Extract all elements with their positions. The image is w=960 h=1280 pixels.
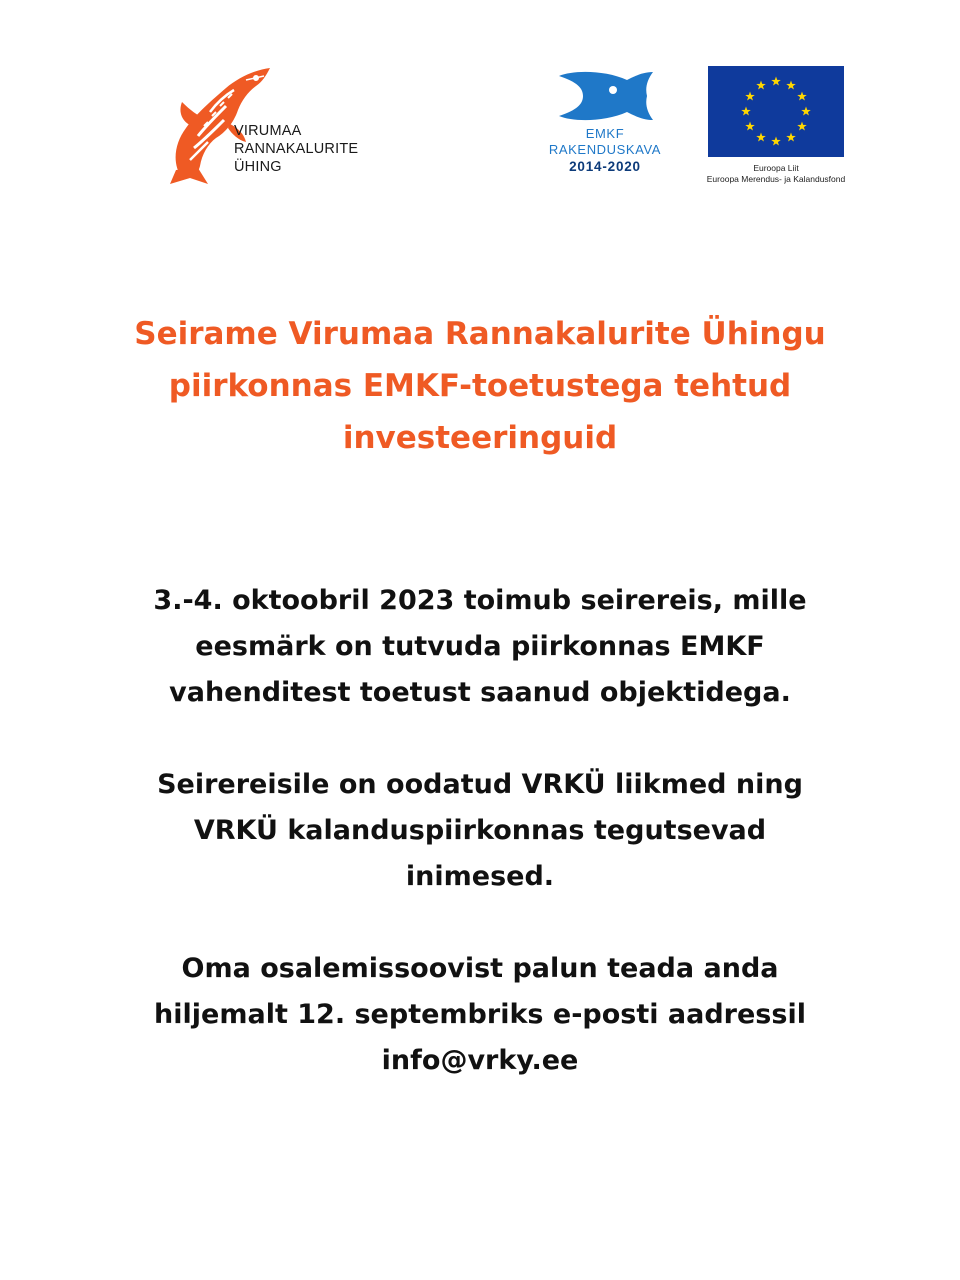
eu-fund-label: Euroopa Merendus- ja Kalandusfond — [706, 174, 846, 184]
headline-line: piirkonnas EMKF-toetustega tehtud — [168, 368, 792, 404]
emkf-subtitle: RAKENDUSKAVA — [548, 142, 662, 157]
paragraph-line: hiljemalt 12. septembriks e-posti aadressil — [154, 999, 806, 1030]
vrky-logo-text — [234, 122, 358, 176]
emkf-fish-icon — [553, 70, 657, 122]
paragraph-audience — [80, 762, 880, 900]
paragraph-event — [80, 578, 880, 716]
paragraph-line: Oma osalemissoovist palun teada anda — [181, 953, 779, 984]
headline-line: Seirame Virumaa Rannakalurite Ühingu — [134, 316, 826, 352]
paragraph-line: Seirereisile on oodatud VRKÜ liikmed ning — [157, 769, 803, 800]
paragraph-registration — [80, 946, 880, 1084]
paragraph-line: eesmärk on tutvuda piirkonnas EMKF — [195, 631, 765, 662]
emkf-years: 2014-2020 — [569, 159, 641, 174]
vrky-logo-line: VIRUMAA — [234, 123, 302, 139]
emkf-name: EMKF — [585, 126, 625, 141]
announcement-body — [80, 578, 880, 1084]
eu-logo — [708, 66, 844, 185]
contact-email: info@vrky.ee — [381, 1045, 579, 1076]
paragraph-line: vahenditest toetust saanud objektidega. — [169, 677, 791, 708]
vrky-logo — [168, 66, 398, 186]
headline — [60, 308, 900, 464]
eu-label: Euroopa Liit — [753, 163, 799, 173]
vrky-logo-line: ÜHING — [234, 159, 282, 175]
emkf-logo — [535, 70, 675, 190]
eu-flag-icon — [708, 66, 844, 157]
paragraph-line: VRKÜ kalanduspiirkonnas tegutsevad — [193, 815, 767, 846]
vrky-logo-line: RANNAKALURITE — [234, 141, 359, 157]
headline-line: investeeringuid — [342, 420, 618, 456]
paragraph-line: 3.-4. oktoobril 2023 toimub seirereis, mille — [153, 585, 807, 616]
paragraph-line: inimesed. — [405, 861, 555, 892]
